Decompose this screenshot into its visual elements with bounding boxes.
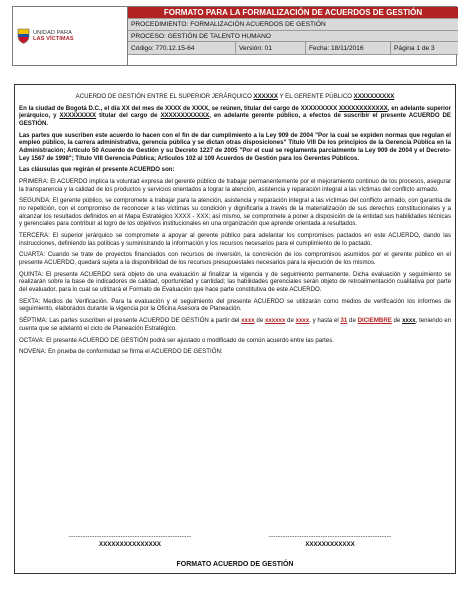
clause-novena: NOVENA: En prueba de conformidad se firma el ACUERDO DE GESTIÓN: <box>19 348 223 356</box>
page-label: Página 1 de 3 <box>391 42 458 54</box>
placeholder: XXXXXX <box>253 93 278 100</box>
placeholder: 31 <box>340 317 348 325</box>
agreement-body <box>14 84 456 574</box>
paragraph-intro: En la ciudad de Bogotá D.C., el día XX del mes de XXXX de XXXX, se reúnen, titular del cargo de XXXXXXXXX XXXXXXXXXXXX, en adelante superior jerárquico, y XXXXXXXXX titular del cargo de XXXXXXXXXXXX, en adelante gerente público, a efectos de suscribir el presente ACUERDO DE GESTIÓN. <box>19 104 452 127</box>
clause-tercera: TERCERA: El superior jerárquico se compromete a apoyar al gerente público para adelantar los compromisos pactados en este ACUERDO, dando las instrucciones, definiendo las políticas y suministrando la información y los recursos necesarios para el cumplimiento de lo pactado. <box>19 232 451 247</box>
clause-primera: PRIMERA: El ACUERDO implica la voluntad expresa del gerente público de trabajar permanentemente por el mejoramiento continuo de los procesos, asegurar la transparencia y la calidad de los productos y servicios orientados a lograr la atención, asistencia y reparación integral a las víctimas del conflicto armado. <box>19 178 451 193</box>
form-title: FORMATO PARA LA FORMALIZACIÓN DE ACUERDOS DE GESTIÓN <box>128 7 458 19</box>
clause-quinta: QUINTA: El presente ACUERDO será objeto de una evaluación al finalizar la vigencia y de seguimiento permanente. Dicha evaluación y seguimiento se realizarán sobre la base de indicadores de calidad, oportunidad y cantidad; las habilidades gerenciales serán objeto de retroalimentación cualitativa por parte del evaluador, para lo cual se utilizará el Formato de Evaluación que hace parte constitutiva de este ACUERDO. <box>19 270 451 293</box>
signature-superior <box>55 533 205 548</box>
paragraph-legal-basis: Las partes que suscriben este acuerdo lo hacen con el fin de dar cumplimiento a la Ley 909 de 2004 "Por la cual se expiden normas que regulan el empleo público, la carrera administrativa, gerencia pública y se dictan otras disposiciones" Título VIII De los principios de la Gerencia Pública en la Administración; Artículo 50 Acuerdo de Gestión y su Decreto 1227 de 2005 "Por el cual se reglamenta parcialmente la Ley 909 de 2004 y el Decreto-Ley 1567 de 1998"; Título VIII Gerencia Pública; Artículos 102 al 109 Acuerdos de Gestión para los Gerentes Públicos. <box>19 131 451 162</box>
agreement-heading: ACUERDO DE GESTIÓN ENTRE EL SUPERIOR JERÁRQUICO XXXXXX Y EL GERENTE PÚBLICO XXXXXXXXXX <box>75 93 395 100</box>
clause-septima: SÉPTIMA: Las partes suscriben el presente ACUERDO DE GESTIÓN a partir del xxxx de xxxxxx de xxxx, y hasta el 31 de DICIEMBRE de xxxx, teniendo en cuenta que se adelantó el ciclo de Planeación Estratégico. <box>19 317 451 332</box>
placeholder: XXXXXXXXXXXX <box>338 104 388 112</box>
logo-line-2: LAS VÍCTIMAS <box>33 36 74 42</box>
version-label: Versión: 01 <box>236 42 306 54</box>
signature-line: ---------------------------------------------------- <box>68 533 192 540</box>
placeholder: xxxx <box>241 317 255 325</box>
signature-gerente <box>255 533 405 548</box>
logo-line-1: UNIDAD PARA <box>33 29 72 36</box>
coat-of-arms-icon <box>17 28 30 44</box>
placeholder: xxxx <box>402 317 416 325</box>
clause-sexta: SEXTA: Medios de Verificación. Para la evaluación y el seguimiento del presente ACUERDO se utilizarán como medios de verificación los informes de seguimiento, elaborados durante la vigencia por la Oficina Asesora de Planeación. <box>19 297 451 313</box>
clause-cuarta: CUARTA: Cuando se trate de proyectos financiados con recursos de inversión, la concreción de los compromisos asumidos por el gerente público en el presente ACUERDO, quedará sujeta a la disponibilidad de los recursos presupuestales necesarios para la ejecución de los mismos. <box>19 251 451 266</box>
signature-name: XXXXXXXXXXXXXXX <box>99 540 161 548</box>
placeholder: xxxxxx <box>264 317 286 325</box>
signature-line: ---------------------------------------------------- <box>268 533 392 540</box>
footer-title: FORMATO ACUERDO DE GESTIÓN <box>176 561 294 569</box>
placeholder: XXXXXXXXXXXX <box>160 112 210 120</box>
placeholder: xxxx <box>295 317 310 325</box>
signature-block <box>15 533 455 553</box>
blank-row <box>128 54 458 65</box>
clause-octava: OCTAVA: El presente ACUERDO DE GESTIÓN podrá ser ajustado o modificado de común acuerdo entre las partes. <box>19 336 334 344</box>
signature-name: XXXXXXXXXXXX <box>305 540 355 548</box>
code-label: Código: 770.12.15-64 <box>128 42 236 54</box>
document-header <box>12 6 457 66</box>
logo <box>13 7 128 65</box>
placeholder: XXXXXXXXXX <box>353 93 395 100</box>
placeholder: DICIEMBRE <box>357 317 392 325</box>
procedure-label: PROCEDIMIENTO: FORMALIZACIÓN ACUERDOS DE GESTIÓN <box>128 19 458 31</box>
paragraph-clauses-intro: Las cláusulas que regirán el presente ACUERDO son: <box>19 166 175 174</box>
placeholder: XXXXXXXXX <box>59 112 97 120</box>
metadata-row <box>128 42 458 54</box>
date-label: Fecha: 18/11/2016 <box>306 42 391 54</box>
process-label: PROCESO: GESTIÓN DE TALENTO HUMANO <box>128 31 458 42</box>
clause-segunda: SEGUNDA: El gerente público, se compromete a trabajar para la atención, asistencia y reparación integral a las víctimas del conflicto armado, con garantía de no repetición, con el compromiso de reconocer a las víctimas su condición y dignificarla a través de la materialización de sus derechos constitucionales y a alcanzar los resultados definidos en el Mapa Estratégico XXXX - XXX; así mismo, se compromete a poner a disposición de la entidad sus habilidades técnicas y gerenciales para contribuir al logro de los objetivos institucionales en una organización que aprende orientada a resultados. <box>19 197 451 228</box>
